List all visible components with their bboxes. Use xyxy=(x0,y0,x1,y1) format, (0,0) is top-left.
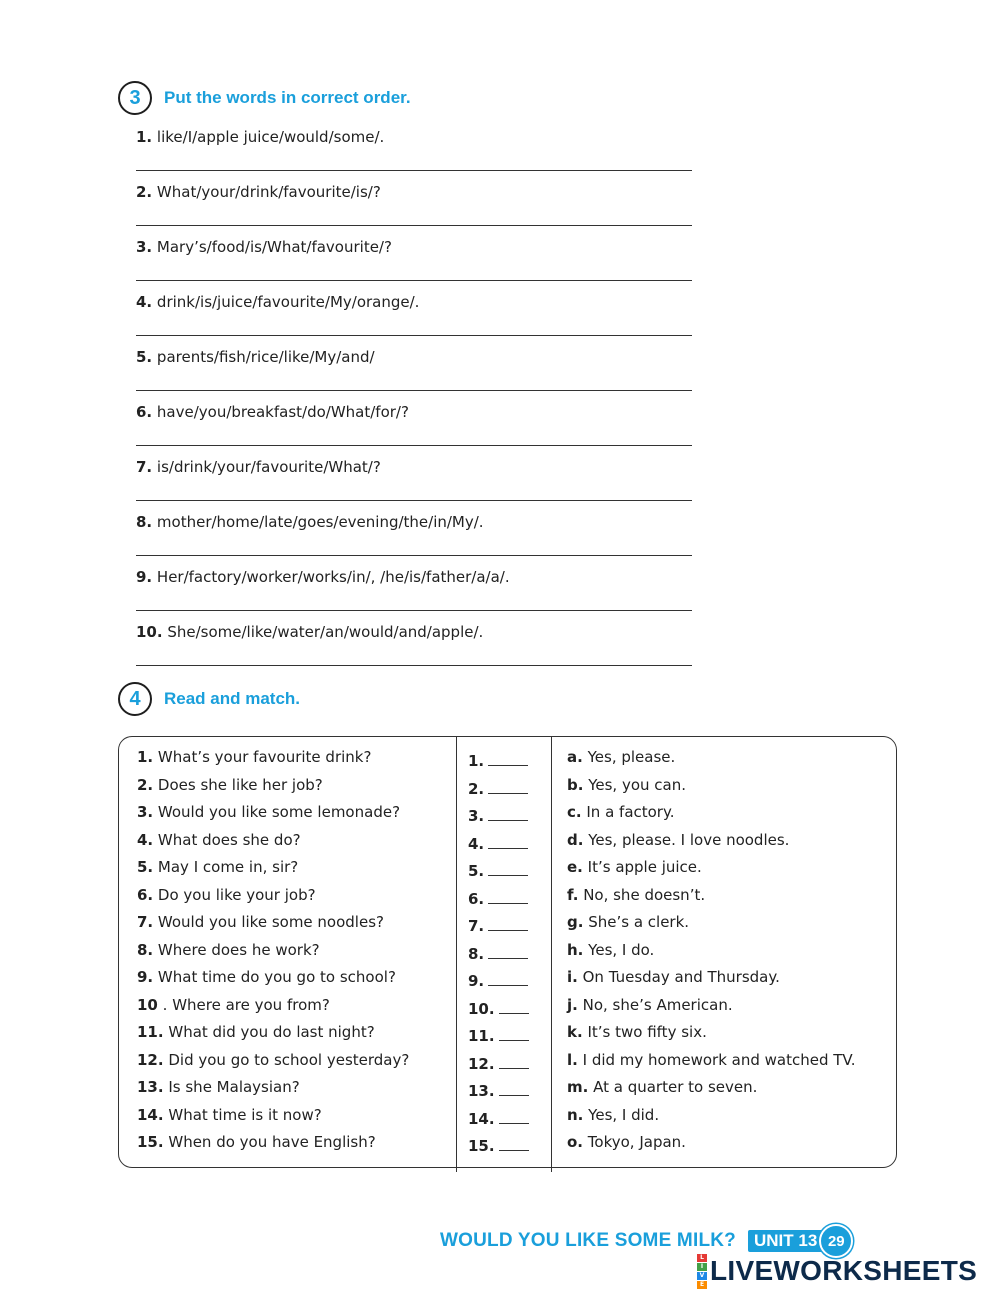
question-text xyxy=(136,292,419,312)
question-number: 9. xyxy=(137,968,154,986)
answer-text: She’s a clerk. xyxy=(588,913,690,931)
answer-text: No, she doesn’t. xyxy=(583,885,706,904)
question-number: 5. xyxy=(137,858,154,876)
match-answer xyxy=(567,1104,856,1132)
answer-letter: n. xyxy=(567,1105,584,1124)
match-question xyxy=(137,939,409,967)
match-blank xyxy=(468,1021,529,1049)
question-number: 4. xyxy=(136,293,153,311)
section-number-badge: 3 xyxy=(118,81,152,115)
match-answer xyxy=(567,801,856,829)
question-text xyxy=(136,402,409,422)
question-item xyxy=(136,567,696,622)
answer-line[interactable] xyxy=(136,500,692,501)
answer-blank[interactable] xyxy=(488,779,528,794)
answer-line[interactable] xyxy=(136,555,692,556)
question-words: What/your/drink/favourite/is/? xyxy=(156,183,381,201)
answer-letter: a. xyxy=(567,748,583,766)
question-text xyxy=(136,567,510,587)
answer-text: It’s two fifty six. xyxy=(587,1023,707,1041)
match-answer xyxy=(567,856,856,884)
answer-blank[interactable] xyxy=(488,806,528,821)
question-text xyxy=(136,237,392,257)
match-answer xyxy=(567,884,856,912)
question-number: 15. xyxy=(137,1133,164,1151)
question-words: drink/is/juice/favourite/My/orange/. xyxy=(156,293,420,311)
answer-blank[interactable] xyxy=(488,861,528,876)
answer-blank[interactable] xyxy=(499,1081,529,1096)
question-number: 10. xyxy=(136,623,163,641)
section-4-header xyxy=(118,682,300,716)
blank-number: 8. xyxy=(468,944,485,963)
match-answer xyxy=(567,911,856,939)
match-blank xyxy=(468,1076,529,1104)
blank-number: 10. xyxy=(468,999,495,1018)
answer-letter: g. xyxy=(567,913,584,931)
answer-text: Tokyo, Japan. xyxy=(587,1133,686,1151)
answer-letter: h. xyxy=(567,940,584,959)
match-blank xyxy=(468,1104,529,1132)
question-text xyxy=(136,512,484,532)
question-text: Where does he work? xyxy=(157,940,320,959)
match-blank xyxy=(468,746,529,774)
blank-number: 5. xyxy=(468,862,485,880)
answer-blank[interactable] xyxy=(499,1109,529,1124)
section-title: Read and match. xyxy=(164,689,301,708)
answer-blank[interactable] xyxy=(499,1026,529,1041)
blank-number: 11. xyxy=(468,1027,495,1045)
match-answer xyxy=(567,1021,856,1049)
match-question xyxy=(137,746,409,774)
question-number: 4. xyxy=(137,830,154,849)
question-text xyxy=(136,127,384,147)
liveworksheets-logo-icon xyxy=(697,1253,707,1289)
answer-blank[interactable] xyxy=(488,916,528,931)
section-title: Put the words in correct order. xyxy=(164,88,411,107)
answer-letter: o. xyxy=(567,1133,584,1151)
match-blank xyxy=(468,966,529,994)
question-item xyxy=(136,512,696,567)
answer-blank[interactable] xyxy=(488,971,528,986)
question-number: 3. xyxy=(136,238,153,256)
answer-letter: j. xyxy=(567,995,578,1014)
section-number-badge: 4 xyxy=(118,682,152,716)
answer-line[interactable] xyxy=(136,170,692,171)
question-item xyxy=(136,182,696,237)
answer-text: Yes, please. I love noodles. xyxy=(588,830,790,849)
match-question xyxy=(137,856,409,884)
match-answer xyxy=(567,746,856,774)
question-number: 7. xyxy=(136,458,153,476)
blank-number: 4. xyxy=(468,834,485,853)
question-number: 8. xyxy=(137,940,154,959)
page-number: 29 xyxy=(819,1224,853,1258)
answer-blank[interactable] xyxy=(499,999,529,1014)
blank-number: 7. xyxy=(468,917,485,935)
question-item xyxy=(136,622,696,677)
answer-letter: c. xyxy=(567,803,582,821)
logo-cell: I xyxy=(697,1263,707,1271)
logo-cell: E xyxy=(697,1281,707,1289)
question-number: 2. xyxy=(137,775,154,794)
answer-letter: f. xyxy=(567,885,579,904)
section-3-header xyxy=(118,81,411,115)
question-number: 10 xyxy=(137,995,158,1014)
match-answers-column xyxy=(567,746,856,1159)
question-number: 7. xyxy=(137,913,154,931)
answer-text: In a factory. xyxy=(586,803,675,821)
answer-text: It’s apple juice. xyxy=(587,858,702,876)
answer-line[interactable] xyxy=(136,445,692,446)
answer-line[interactable] xyxy=(136,390,692,391)
answer-letter: l. xyxy=(567,1050,578,1069)
logo-cell: L xyxy=(697,1254,707,1262)
question-words: parents/fish/rice/like/My/and/ xyxy=(156,348,375,366)
question-text xyxy=(136,457,381,477)
blank-number: 12. xyxy=(468,1054,495,1073)
question-words: have/you/breakfast/do/What/for/? xyxy=(156,403,409,421)
answer-text: No, she’s American. xyxy=(582,995,733,1014)
match-blank xyxy=(468,774,529,802)
question-words: is/drink/your/favourite/What/? xyxy=(156,458,381,476)
unit-badge: UNIT 13 xyxy=(748,1230,823,1252)
question-item xyxy=(136,347,696,402)
match-question xyxy=(137,774,409,802)
answer-line[interactable] xyxy=(136,335,692,336)
question-text: What did you do last night? xyxy=(168,1023,375,1041)
blank-number: 9. xyxy=(468,972,485,990)
question-number: 8. xyxy=(136,513,153,531)
liveworksheets-brand xyxy=(697,1253,977,1289)
match-question xyxy=(137,884,409,912)
question-number: 11. xyxy=(137,1023,164,1041)
question-number: 9. xyxy=(136,568,153,586)
question-number: 1. xyxy=(137,748,154,766)
question-text: When do you have English? xyxy=(168,1133,376,1151)
match-answer xyxy=(567,1076,856,1104)
blank-number: 2. xyxy=(468,779,485,798)
question-number: 6. xyxy=(136,403,153,421)
question-text: What time is it now? xyxy=(168,1105,322,1124)
match-question xyxy=(137,1131,409,1159)
question-text: Do you like your job? xyxy=(157,885,316,904)
match-answer xyxy=(567,1131,856,1159)
match-answer xyxy=(567,829,856,857)
question-words: Her/factory/worker/works/in/, /he/is/father/a/a/. xyxy=(156,568,510,586)
question-item xyxy=(136,237,696,292)
match-blank xyxy=(468,939,529,967)
unit-title: WOULD YOU LIKE SOME MILK? xyxy=(440,1230,736,1251)
column-divider xyxy=(551,736,552,1172)
match-question xyxy=(137,994,409,1022)
answer-text: Yes, I did. xyxy=(588,1105,660,1124)
match-blank xyxy=(468,829,529,857)
blank-number: 15. xyxy=(468,1137,495,1155)
answer-letter: i. xyxy=(567,968,578,986)
question-number: 6. xyxy=(137,885,154,904)
answer-line[interactable] xyxy=(136,665,692,666)
answer-letter: m. xyxy=(567,1078,589,1096)
question-text: Did you go to school yesterday? xyxy=(168,1050,410,1069)
match-question xyxy=(137,1104,409,1132)
match-blank xyxy=(468,911,529,939)
answer-text: At a quarter to seven. xyxy=(593,1078,758,1096)
answer-letter: k. xyxy=(567,1023,583,1041)
match-blank xyxy=(468,1049,529,1077)
match-question xyxy=(137,1049,409,1077)
answer-letter: d. xyxy=(567,830,584,849)
question-text: May I come in, sir? xyxy=(157,858,299,876)
answer-letter: e. xyxy=(567,858,583,876)
question-number: 1. xyxy=(136,128,153,146)
blank-number: 13. xyxy=(468,1082,495,1100)
answer-blank[interactable] xyxy=(488,751,528,766)
question-words: like/I/apple juice/would/some/. xyxy=(156,128,385,146)
question-number: 14. xyxy=(137,1105,164,1124)
question-text: What’s your favourite drink? xyxy=(157,748,372,766)
blank-number: 3. xyxy=(468,807,485,825)
answer-blank[interactable] xyxy=(488,834,528,849)
answer-text: Yes, you can. xyxy=(588,775,687,794)
column-divider xyxy=(456,736,457,1172)
answer-line[interactable] xyxy=(136,610,692,611)
answer-blank[interactable] xyxy=(488,944,528,959)
question-number: 13. xyxy=(137,1078,164,1096)
match-question xyxy=(137,1021,409,1049)
match-question xyxy=(137,1076,409,1104)
blank-number: 14. xyxy=(468,1109,495,1128)
match-answer xyxy=(567,966,856,994)
match-question xyxy=(137,829,409,857)
answer-text: On Tuesday and Thursday. xyxy=(582,968,780,986)
answer-line[interactable] xyxy=(136,225,692,226)
blank-number: 1. xyxy=(468,752,485,770)
question-item xyxy=(136,292,696,347)
match-answer xyxy=(567,994,856,1022)
answer-blank[interactable] xyxy=(499,1054,529,1069)
answer-letter: b. xyxy=(567,775,584,794)
logo-cell: V xyxy=(697,1272,707,1280)
question-text: What time do you go to school? xyxy=(157,968,396,986)
question-number: 12. xyxy=(137,1050,164,1069)
match-question xyxy=(137,911,409,939)
answer-line[interactable] xyxy=(136,280,692,281)
question-text: Would you like some lemonade? xyxy=(157,803,401,821)
question-item xyxy=(136,127,696,182)
question-text: . Where are you from? xyxy=(162,995,330,1014)
match-blank xyxy=(468,856,529,884)
question-item xyxy=(136,457,696,512)
match-question xyxy=(137,966,409,994)
match-blank xyxy=(468,1131,529,1159)
question-words: Mary’s/food/is/What/favourite/? xyxy=(156,238,392,256)
question-text xyxy=(136,622,483,642)
match-questions-column xyxy=(137,746,409,1159)
question-text xyxy=(136,182,381,202)
question-text: Is she Malaysian? xyxy=(168,1078,300,1096)
question-words: mother/home/late/goes/evening/the/in/My/. xyxy=(156,513,484,531)
match-blank xyxy=(468,801,529,829)
match-blank xyxy=(468,994,529,1022)
match-answer xyxy=(567,1049,856,1077)
question-words: She/some/like/water/an/would/and/apple/. xyxy=(167,623,484,641)
answer-text: Yes, please. xyxy=(587,748,676,766)
answer-blank[interactable] xyxy=(499,1136,529,1151)
match-blank xyxy=(468,884,529,912)
question-text xyxy=(136,347,375,367)
answer-text: Yes, I do. xyxy=(588,940,655,959)
answer-text: I did my homework and watched TV. xyxy=(582,1050,856,1069)
question-text: What does she do? xyxy=(157,830,301,849)
blank-number: 6. xyxy=(468,889,485,908)
brand-name: LIVEWORKSHEETS xyxy=(710,1255,978,1286)
match-blanks-column xyxy=(468,746,529,1159)
question-text: Would you like some noodles? xyxy=(157,913,384,931)
reorder-question-list xyxy=(136,127,696,677)
match-answer xyxy=(567,939,856,967)
question-number: 3. xyxy=(137,803,154,821)
question-item xyxy=(136,402,696,457)
question-number: 5. xyxy=(136,348,153,366)
answer-blank[interactable] xyxy=(488,889,528,904)
question-text: Does she like her job? xyxy=(157,775,323,794)
match-question xyxy=(137,801,409,829)
question-number: 2. xyxy=(136,183,153,201)
match-answer xyxy=(567,774,856,802)
